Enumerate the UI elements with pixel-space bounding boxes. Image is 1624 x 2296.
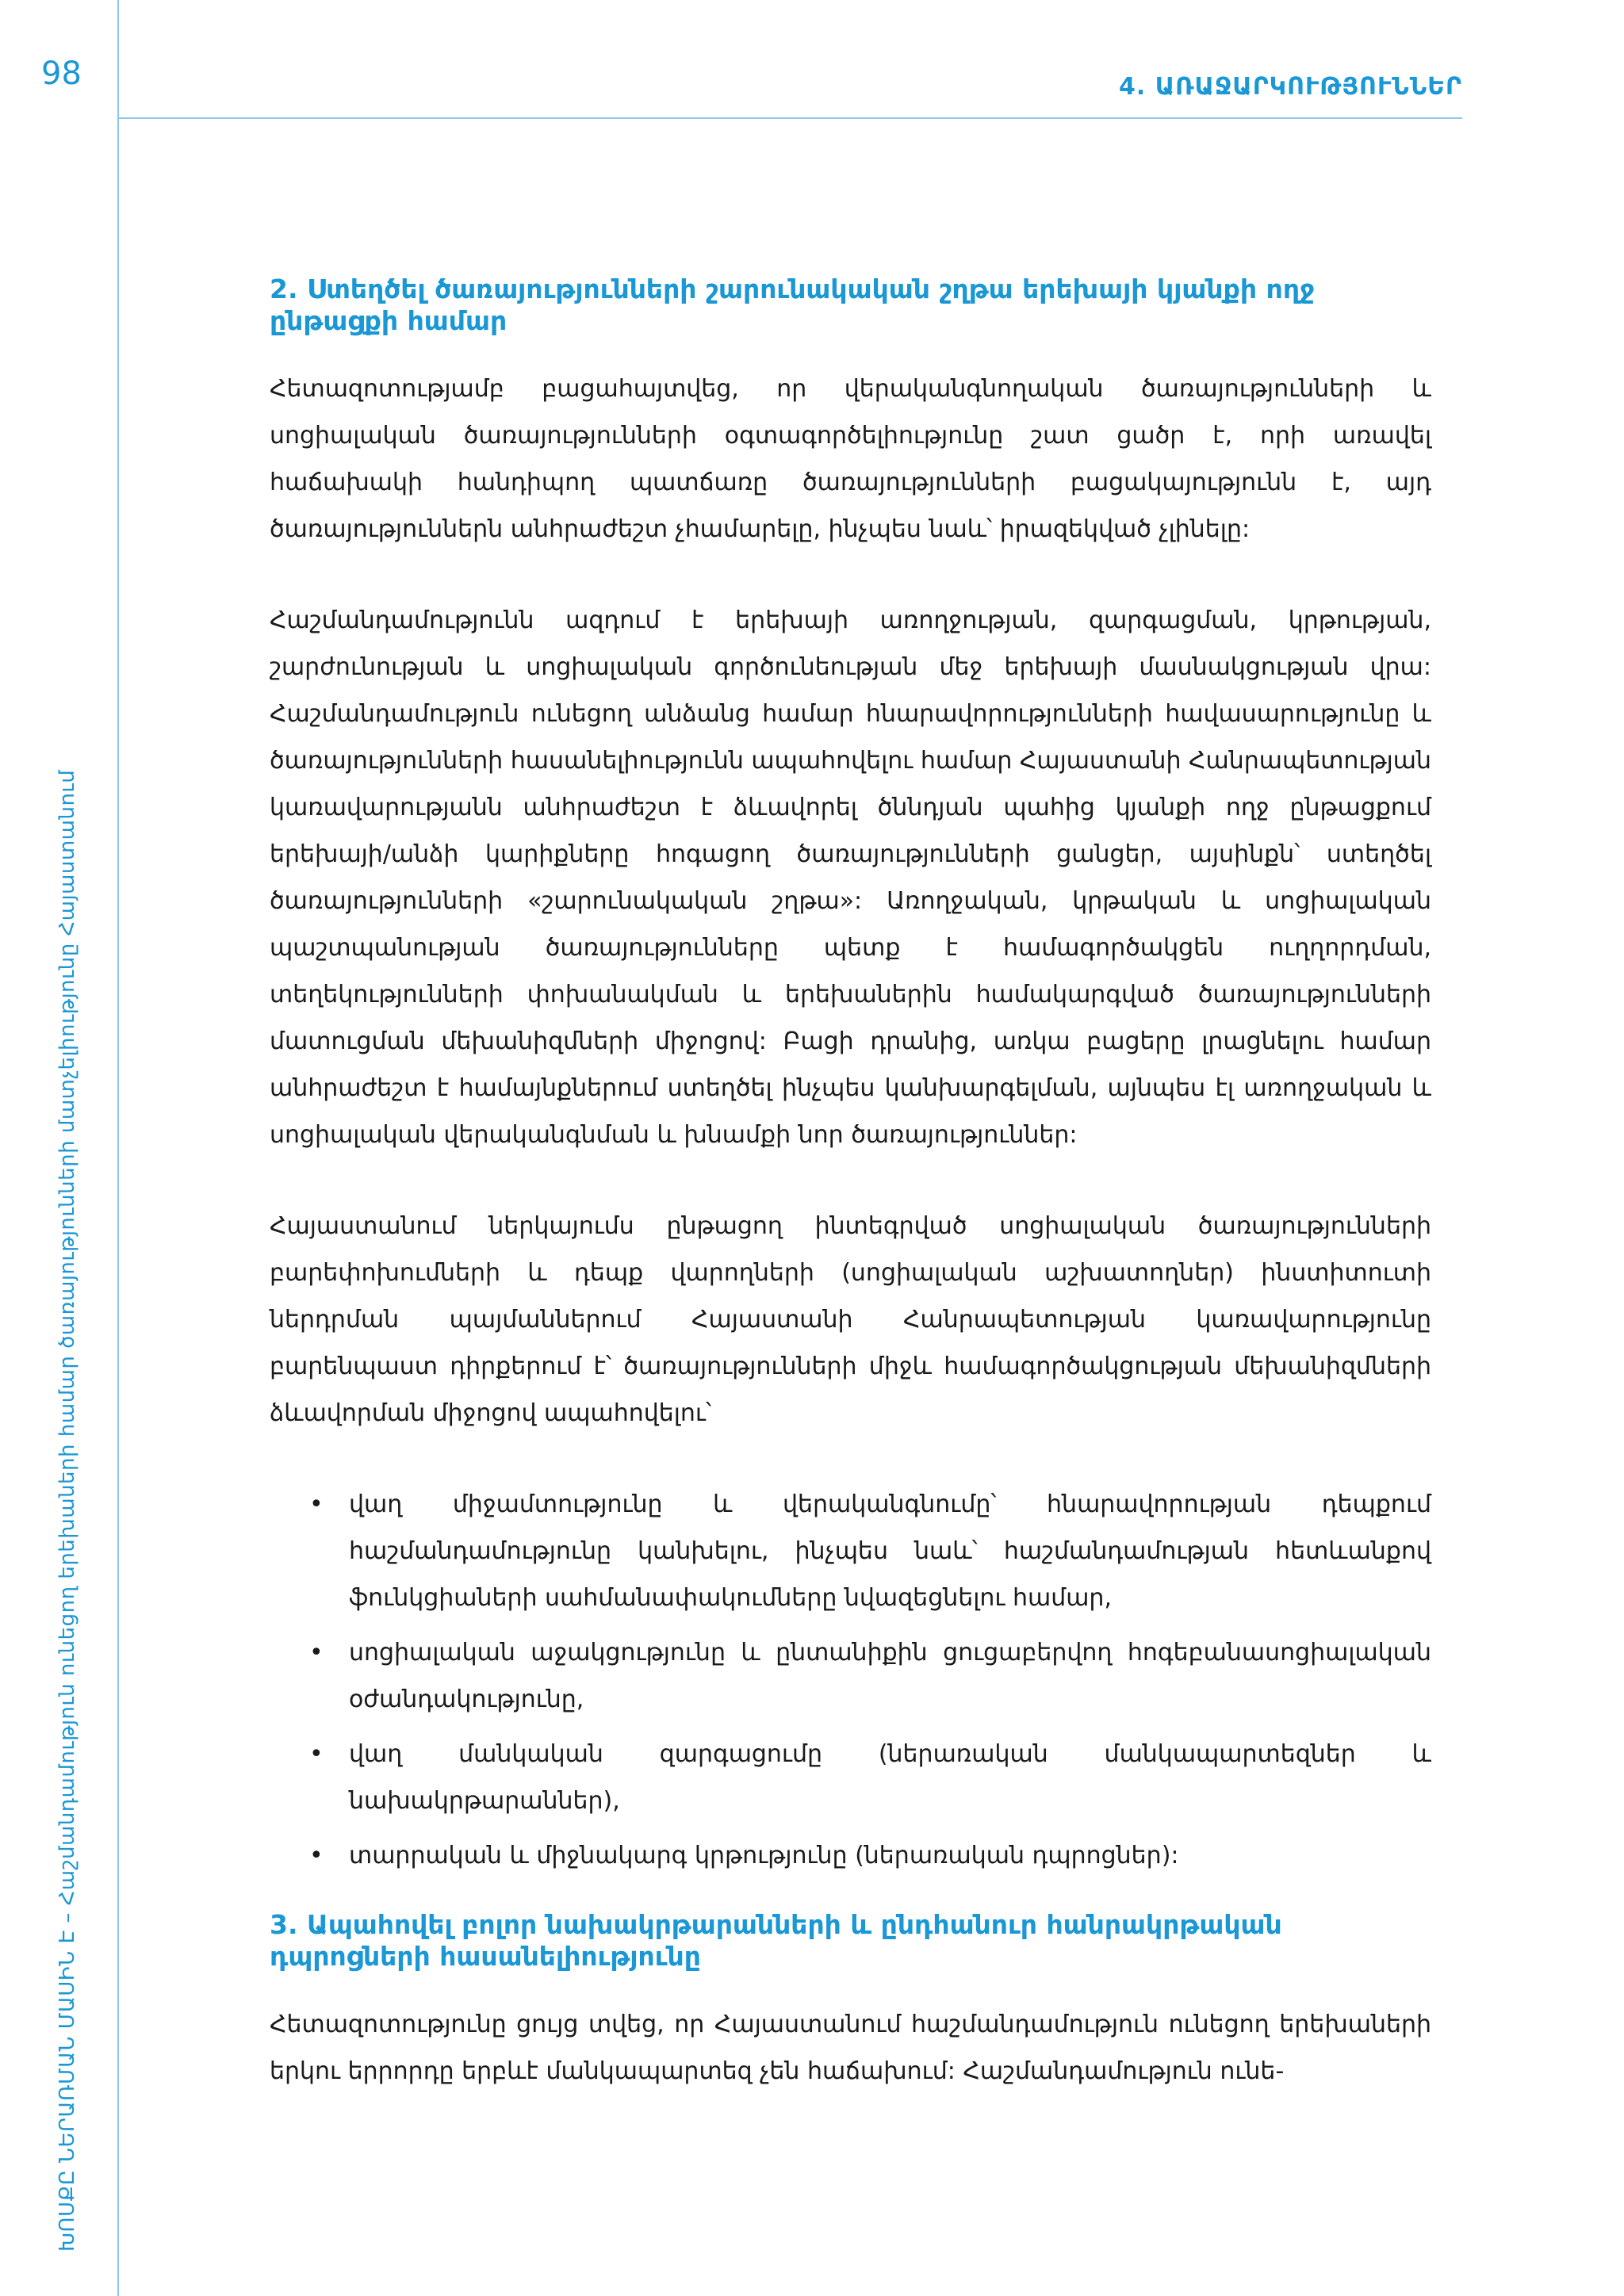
list-item-text: վաղ մանկական զարգացումը (ներառական մանկապարտեզներ և նախակրթարաններ),	[349, 1740, 1431, 1815]
paragraph: Հաշմանդամությունն ազդում է երեխայի առողջության, զարգացման, կրթության, շարժունության և սոցիալական գործունեության մեջ երեխայի մասնակցության վրա: Հաշմանդամություն ունեցող անձանց համար հնարավորությունների հավասարությունը և ծառայությունների հասանելիությունն ապահովելու համար Հայաստանի Հանրապետության կառավարությանն անհրաժեշտ է ձևավորել ծննդյան պահից կյանքի ողջ ընթացքում երեխայի/անձի կարիքները հոգացող ծառայությունների ցանցեր, այսինքն՝ ստեղծել ծառայությունների «շարունակական շղթա»: Առողջական, կրթական և սոցիալական պաշտպանության ծառայությունները պետք է համագործակցեն ուղղորդման, տեղեկությունների փոխանակման և երեխաներին համակարգված ծառայությունների մատուցման մեխանիզմների միջոցով: Բացի դրանից, առկա բացերը լրացնելու համար անհրաժեշտ է համայնքներում ստեղծել ինչպես կանխարգելման, այնպես էլ առողջական և սոցիալական վերականգնման և խնամքի նոր ծառայություններ:	[270, 607, 1431, 1149]
list-item	[270, 1629, 1431, 1723]
paragraph: Հետազոտությամբ բացահայտվեց, որ վերականգնողական ծառայությունների և սոցիալական ծառայությունների օգտագործելիությունը շատ ցածր է, որի առավել հաճախակի հանդիպող պատճառը ծառայությունների բացակայությունն է, այդ ծառայություններն անհրաժեշտ չհամարելը, ինչպես նաև՝ իրազեկված չլինելը:	[270, 375, 1431, 543]
bullet-marker: •	[309, 1842, 324, 1869]
paragraph: Հետազոտությունը ցույց տվեց, որ Հայաստանում հաշմանդամություն ունեցող երեխաների երկու երրորդը երբևէ մանկապարտեզ չեն հաճախում: Հաշմանդամություն ունե-	[270, 2011, 1431, 2085]
list-item-text: տարրական և միջնակարգ կրթությունը (ներառական դպրոցներ):	[349, 1842, 1179, 1869]
bullet-list	[270, 1481, 1431, 1879]
bullet-marker: •	[309, 1490, 324, 1518]
list-item	[270, 1481, 1431, 1621]
section-2-heading: 2. Ստեղծել ծառայությունների շարունակական շղթա երեխայի կյանքի ողջ ընթացքի համար	[270, 274, 1315, 336]
chapter-title: 4. ԱՌԱՋԱՐԿՈՒԹՅՈՒՆՆԵՐ	[1119, 73, 1462, 101]
bullet-marker: •	[309, 1740, 324, 1768]
list-item	[270, 1832, 1431, 1879]
section-3-heading: 3. Ապահովել բոլոր նախակրթարանների և ընդհանուր հանրակրթական դպրոցների հասանելիությունը	[270, 1909, 1282, 1972]
list-item	[270, 1731, 1431, 1824]
header-rule	[117, 117, 1462, 119]
paragraph: Հայաստանում ներկայումս ընթացող ինտեգրված սոցիալական ծառայությունների բարեփոխումների և դեպք վարողների (սոցիալական աշխատողներ) ինստիտուտի ներդրման պայմաններում Հայաստանի Հանրապետության կառավարությունը բարենպաստ դիրքերում է՝ ծառայությունների միջև համագործակցության մեխանիզմների ձևավորման միջոցով ապահովելու՝	[270, 1212, 1431, 1427]
page-number: 98	[41, 55, 82, 92]
main-content	[270, 274, 1431, 2139]
bullet-marker: •	[309, 1639, 324, 1667]
side-running-title: ԽՈՍՔԸ ՆԵՐԱՌՄԱՆ ՄԱՍԻՆ Է – Հաշմանդամություն ունեցող երեխաների համար ծառայությունների մատչելիությունը Հայաստանում	[56, 769, 79, 2252]
list-item-text: սոցիալական աջակցությունը և ընտանիքին ցուցաբերվող հոգեբանասոցիալական օժանդակությունը,	[349, 1639, 1431, 1713]
margin-rule-vertical	[117, 0, 119, 2296]
list-item-text: վաղ միջամտությունը և վերականգնումը՝ հնարավորության դեպքում հաշմանդամությունը կանխելու, ինչպես նաև՝ հաշմանդամության հետևանքով ֆունկցիաների սահմանափակումները նվազեցնելու համար,	[349, 1490, 1431, 1612]
